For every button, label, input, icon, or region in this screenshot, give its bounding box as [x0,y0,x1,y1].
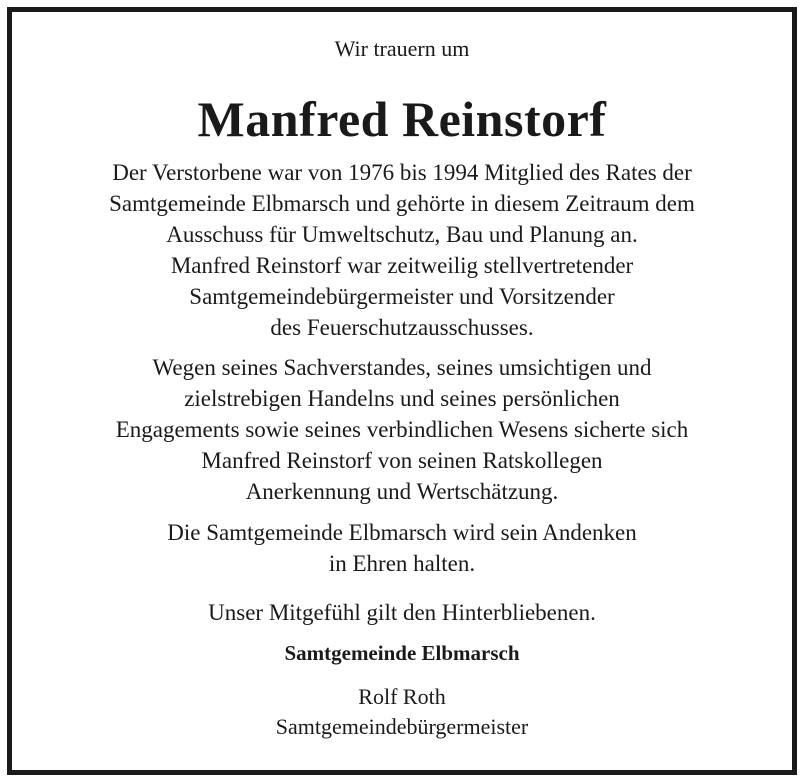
text-line: Wegen seines Sachverstandes, seines umsichtigen und [152,355,652,380]
text-line: Unser Mitgefühl gilt den Hinterbliebenen. [208,600,596,625]
text-line: Engagements sowie seines verbindlichen Wesens sicherte sich [115,417,689,442]
text-line: Die Samtgemeinde Elbmarsch wird sein Andenken [167,520,637,545]
paragraph-tribute [12,352,792,507]
text-line: Ausschuss für Umweltschutz, Bau und Planung an. [166,222,638,247]
text-line: Samtgemeindebürgermeister und Vorsitzender [189,284,615,309]
text-line: in Ehren halten. [328,551,476,576]
intro-line: Wir trauern um [334,36,470,61]
paragraph-remembrance [12,517,792,579]
text-line: Manfred Reinstorf von seinen Ratskollegen [201,448,603,473]
deceased-name: Manfred Reinstorf [197,91,607,147]
text-line: des Feuerschutzausschusses. [270,315,534,340]
signature-block [12,682,792,742]
obituary-frame [7,7,797,775]
signatory-name: Rolf Roth [358,684,446,709]
text-line: Manfred Reinstorf war zeitweilig stellvertretender [170,253,634,278]
text-line: Samtgemeinde Elbmarsch und gehörte in diesem Zeitraum dem [109,191,695,216]
organization-name: Samtgemeinde Elbmarsch [284,641,520,665]
text-line: Der Verstorbene war von 1976 bis 1994 Mitglied des Rates der [112,160,692,185]
paragraph-condolence [12,597,792,628]
paragraph-career [12,157,792,343]
signatory-title: Samtgemeindebürgermeister [275,714,529,739]
text-line: zielstrebigen Handelns und seines persönlichen [184,386,620,411]
text-line: Anerkennung und Wertschätzung. [245,479,559,504]
